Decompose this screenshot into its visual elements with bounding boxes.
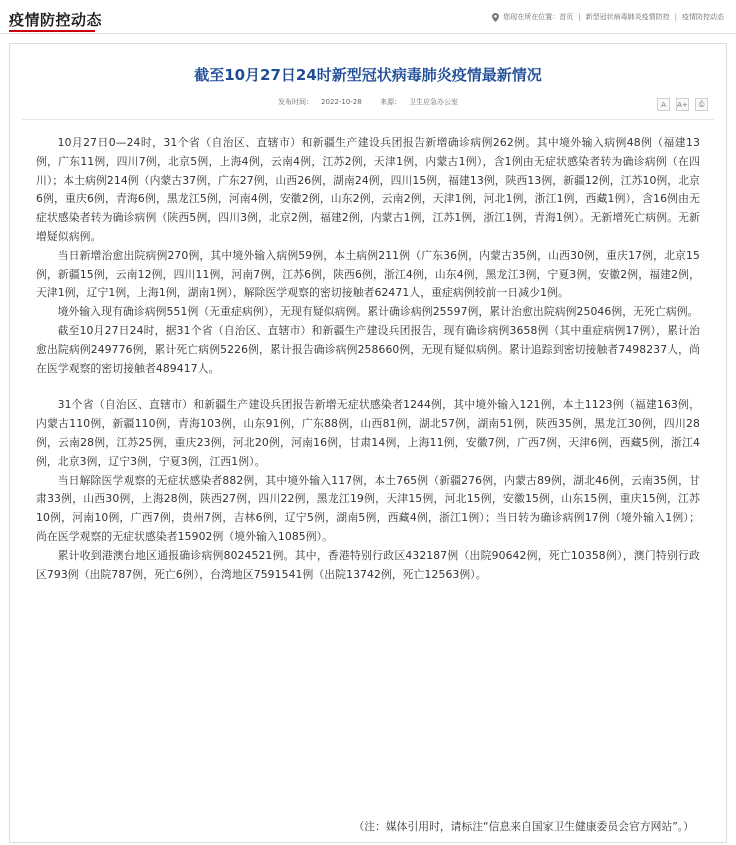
- publish-label: 发布时间：: [278, 98, 314, 106]
- paragraph: 当日新增治愈出院病例270例，其中境外输入病例59例，本土病例211例（广东36例，内蒙古35例，山西30例，重庆17例，北京15例，新疆15例，云南12例，四川11例，河南7例，江苏6例，陕西6例，浙江4例，山东4例，黑龙江3例，宁夏3例，安徽2例，福建2例，天津1例，辽宁1例，上海1例，湖南1例），解除医学观察的密切接触者62471人，重症病例较前一日减少1例。: [36, 248, 700, 300]
- article-tools: [657, 98, 708, 111]
- breadcrumb-label: 您现在所在位置：: [503, 13, 560, 21]
- paragraph: 10月27日0—24时，31个省（自治区、直辖市）和新疆生产建设兵团报告新增确诊病例262例。其中境外输入病例48例（福建13例，广东11例，四川7例，北京5例，上海4例，云南4例，江苏2例，天津1例，内蒙古1例），含1例由无症状感染者转为确诊病例（在四川）；本土病例214例（内蒙古37例，广东27例，山西26例，湖南24例，四川15例，福建13例，陕西13例，新疆12例，江苏10例，北京6例，重庆6例，青海6例，黑龙江5例，河南4例，安徽2例，山东2例，云南2例，天津1例，河北1例，浙江1例，西藏1例），含16例由无症状感染者转为确诊病例（陕西5例，四川3例，北京2例，福建2例，内蒙古1例，江苏1例，浙江1例，青海1例）。无新增死亡病例。无新增疑似病例。: [36, 136, 701, 243]
- publish-date: 2022-10-28: [321, 98, 362, 106]
- location-pin-icon: [492, 13, 499, 22]
- breadcrumb-level2[interactable]: 疫情防控动态: [682, 13, 724, 21]
- top-bar: [0, 0, 736, 34]
- breadcrumb-home[interactable]: 首页: [559, 13, 574, 21]
- paragraph: 截至10月27日24时，据31个省（自治区、直辖市）和新疆生产建设兵团报告，现有确诊病例3658例（其中重症病例17例），累计治愈出院病例249776例，累计死亡病例5226例，累计报告确诊病例258660例，无现有疑似病例。累计追踪到密切接触者7498237人，尚在医学观察的密切接触者489417人。: [36, 323, 700, 375]
- paragraph: 当日解除医学观察的无症状感染者882例，其中境外输入117例，本土765例（新疆276例，内蒙古89例，湖北46例，云南35例，甘肃33例，山西30例，上海28例，陕西27例，四川22例，黑龙江19例，天津15例，河北15例，安徽15例，山东15例，重庆15例，江苏10例，河南10例，广西7例，贵州7例，吉林6例，辽宁5例，湖南5例，西藏4例，浙江1例）；当日转为确诊病例17例（境外输入1例）；尚在医学观察的无症状感染者15902例（境外输入1085例）。: [36, 473, 700, 543]
- title-divider: [22, 119, 714, 120]
- article-body: [36, 134, 700, 584]
- print-button[interactable]: [695, 98, 708, 111]
- breadcrumb-level1[interactable]: 新型冠状病毒肺炎疫情防控: [585, 13, 670, 21]
- citation-note: （注：媒体引用时，请标注“信息来自国家卫生健康委员会官方网站”。）: [353, 820, 694, 833]
- article-title: 截至10月27日24时新型冠状病毒肺炎疫情最新情况: [194, 66, 542, 84]
- paragraph: 31个省（自治区、直辖市）和新疆生产建设兵团报告新增无症状感染者1244例，其中境外输入121例，本土1123例（福建163例，内蒙古110例，新疆110例，青海103例，山东91例，广东88例，山西81例，湖北57例，湖南51例，陕西35例，黑龙江30例，四川28例，云南28例，江苏25例，重庆23例，河北20例，河南16例，甘肃14例，上海11例，安徽7例，广西7例，天津6例，西藏5例，浙江4例，北京3例，辽宁3例，宁夏3例，江西1例）。: [36, 398, 700, 468]
- source-name: 卫生应急办公室: [408, 98, 458, 106]
- article-meta: [0, 97, 736, 107]
- section-underline: [9, 30, 95, 32]
- printer-icon: ⎙: [698, 100, 705, 108]
- header-divider: [0, 33, 736, 34]
- source-label: 来源：: [379, 98, 401, 106]
- section-title: 疫情防控动态: [9, 11, 103, 29]
- breadcrumb: [492, 12, 724, 22]
- breadcrumb-separator: |: [674, 13, 677, 21]
- paragraph: 累计收到港澳台地区通报确诊病例8024521例。其中，香港特别行政区432187例（出院90642例，死亡10358例），澳门特别行政区793例（出院787例，死亡6例），台湾地区7591541例（出院13742例，死亡12563例）。: [36, 548, 700, 581]
- breadcrumb-separator: |: [578, 13, 581, 21]
- font-smaller-button[interactable]: A: [657, 98, 670, 111]
- paragraph: 境外输入现有确诊病例551例（无重症病例），无现有疑似病例。累计确诊病例25597例，累计治愈出院病例25046例，无死亡病例。: [57, 305, 699, 319]
- font-larger-button[interactable]: A+: [676, 98, 689, 111]
